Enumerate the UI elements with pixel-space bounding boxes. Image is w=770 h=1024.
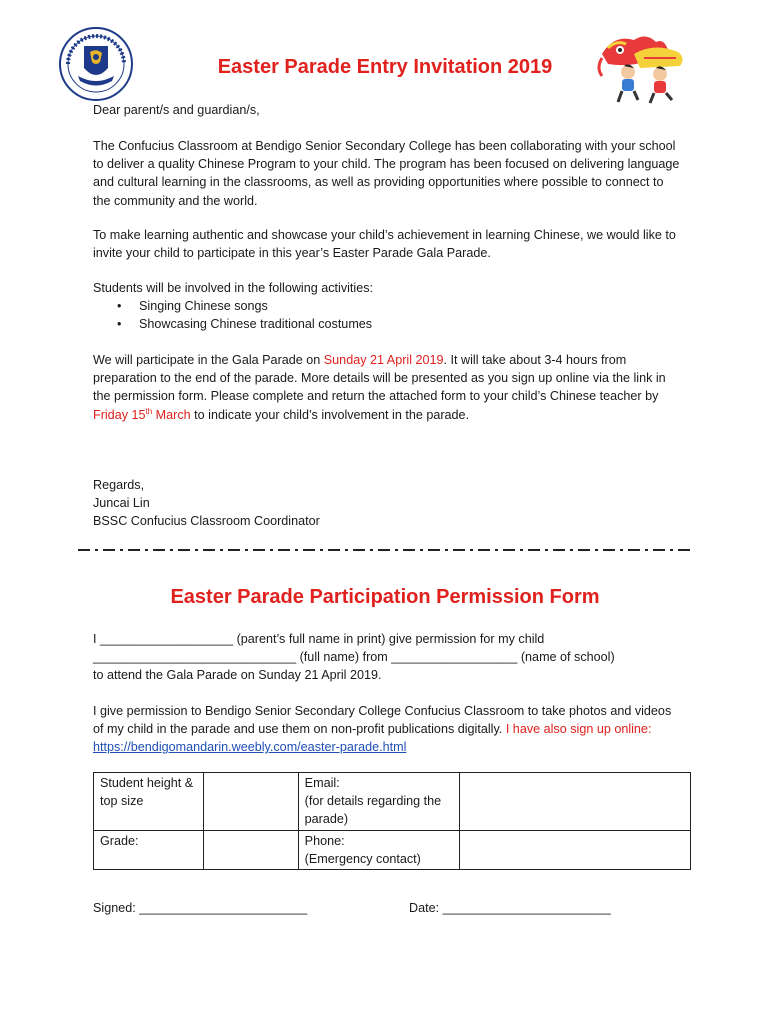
signer-name: Juncai Lin — [93, 496, 150, 510]
para4-text: to indicate your child’s involvement in the parade. — [190, 407, 470, 422]
email-input-cell[interactable] — [460, 773, 691, 831]
form-line-1: I ___________________ (parent’s full name in print) give permission for my child — [93, 632, 545, 646]
letter-paragraph-2: To make learning authentic and showcase your child’s achievement in learning Chinese, we would like to invite your child to participate in this year’s Easter Parade Gala Parade. — [93, 228, 676, 261]
cut-line-divider — [78, 549, 692, 551]
deadline-suffix: th — [145, 406, 153, 416]
date-field[interactable]: Date: ________________________ — [409, 901, 611, 915]
signup-link[interactable]: https://bendigomandarin.weebly.com/easter-parade.html — [93, 740, 407, 755]
form-title: Easter Parade Participation Permission Form — [170, 586, 600, 608]
form-line-2: _____________________________ (full name) from __________________ (name of school) — [93, 650, 615, 664]
letter-paragraph-4 — [93, 351, 683, 424]
letter-greeting: Dear parent/s and guardian/s, — [93, 103, 260, 117]
signed-field[interactable]: Signed: ________________________ — [93, 901, 308, 915]
para4-text: . It will take about 3-4 hours from preparation to the end of the parade. More details will be presented as you sign up online via the link in the permission form. Please complete and return the attached form to your child’s Chinese teacher by — [93, 353, 666, 404]
list-item: • Singing Chinese songs — [117, 297, 372, 315]
activities-list — [117, 297, 372, 333]
list-item: • Showcasing Chinese traditional costumes — [117, 315, 372, 333]
letter-paragraph-1: The Confucius Classroom at Bendigo Senior Secondary College has been collaborating with your school to deliver a quality Chinese Program to your child. The program has been focused on delivering language and cultural learning in the classrooms, as well as providing opportunities where possible to connect to the community and the world. — [93, 139, 680, 208]
phone-input-cell[interactable] — [460, 830, 691, 869]
letter-title: Easter Parade Entry Invitation 2019 — [217, 56, 553, 78]
consent-text: I give permission to Bendigo Senior Secondary College Confucius Classroom to take photos and videos of my child in the parade and use them on non-profit publications digitally. — [93, 704, 672, 737]
table-row — [94, 830, 691, 869]
form-line-3: to attend the Gala Parade on Sunday 21 April 2019. — [93, 668, 382, 682]
para4-text: We will participate in the Gala Parade on — [93, 353, 324, 367]
phone-label-cell: Phone: (Emergency contact) — [298, 830, 460, 869]
grade-label-cell: Grade: — [94, 830, 204, 869]
grade-input-cell[interactable] — [203, 830, 298, 869]
consent-paragraph — [93, 702, 675, 757]
table-row — [94, 773, 691, 831]
deadline-date — [93, 408, 191, 422]
details-table — [93, 772, 691, 870]
email-label-cell: Email: (for details regarding the parade) — [298, 773, 460, 831]
signer-role: BSSC Confucius Classroom Coordinator — [93, 514, 320, 528]
deadline-day: Friday 15 — [93, 407, 146, 422]
deadline-month: March — [152, 407, 191, 422]
event-date: Sunday 21 April 2019 — [323, 353, 444, 367]
signup-text: I have also sign up online: — [505, 722, 652, 737]
regards: Regards, — [93, 478, 145, 492]
height-label-cell: Student height & top size — [94, 773, 204, 831]
height-input-cell[interactable] — [203, 773, 298, 831]
activities-intro: Students will be involved in the following activities: — [93, 281, 374, 295]
